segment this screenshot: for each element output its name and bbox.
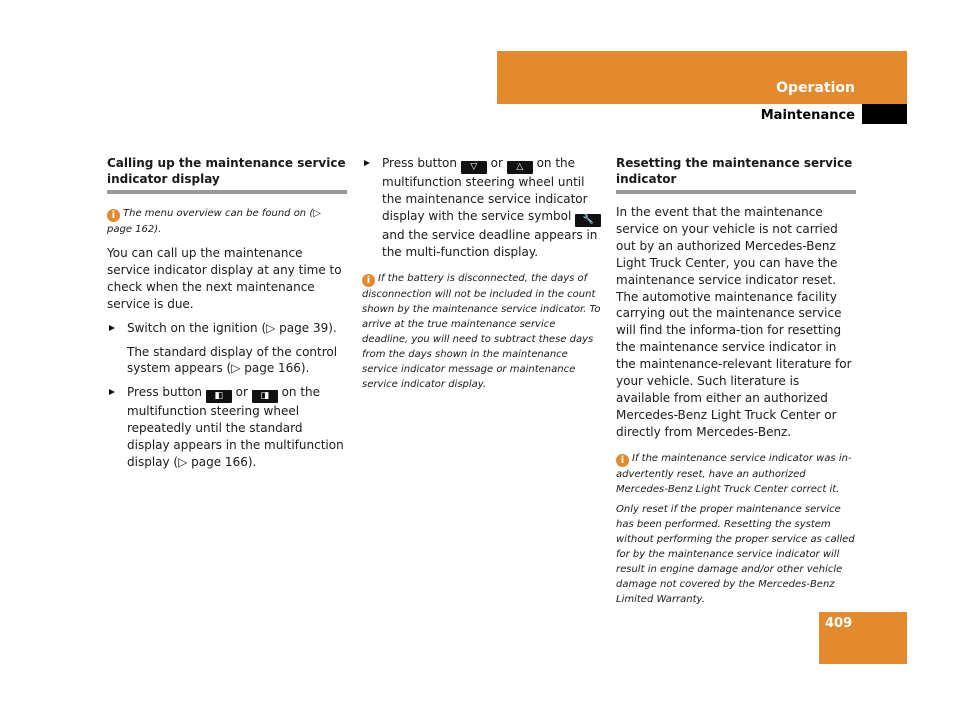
scroll-down-button-icon: ▽ (461, 161, 487, 174)
step-text: on the multifunction steering wheel until the maintenance service indicator display with the service symbol (382, 156, 588, 223)
section-title: Operation (776, 80, 855, 96)
info-note (362, 271, 602, 392)
info-icon: i (616, 454, 629, 467)
step-text: Press button (382, 156, 457, 170)
column-3 (616, 155, 856, 607)
step-text: or (235, 385, 248, 400)
paragraph: You can call up the maintenance service indicator display at any time to check when the next maintenance service is due. (107, 246, 342, 311)
section-heading: Calling up the maintenance service indicator display (107, 155, 347, 194)
header-tab (862, 104, 907, 124)
column-2 (362, 155, 602, 392)
step-text: and the service deadline appears in the multi-function display. (382, 227, 598, 259)
info-icon: i (362, 274, 375, 287)
step (107, 320, 347, 337)
column-1 (107, 155, 347, 471)
info-note (616, 451, 856, 497)
info-note-text: If the battery is disconnected, the days of disconnection will not be included in the count shown by the maintenance service indicator. To arrive at the true maintenance service deadline, you will need to subtract these days from the days shown in the maintenance service indicator message or maintenance service indicator display. (362, 272, 601, 390)
page-number: 409 (825, 616, 853, 631)
header-bar (497, 51, 907, 104)
step-text: or (490, 156, 503, 170)
subsection-title: Maintenance (760, 108, 855, 123)
paragraph: In the event that the maintenance service on your vehicle is not carried out by an authorized Mercedes-Benz Light Truck Center, you can have the maintenance service indicator reset. The automotive maintenance facility carrying out the maintenance service will find the informa-tion for resetting the maintenance service indicator in the maintenance-relevant literature for your vehicle. Such literature is available from either an authorized Mercedes-Benz Light Truck Center or directly from Mercedes-Benz. (616, 205, 852, 439)
scroll-up-button-icon: △ (507, 161, 533, 174)
step (362, 155, 602, 261)
step-text: on the multifunction steering wheel repeatedly until the standard display appears in the multifunction display (▷ page 166). (127, 385, 344, 470)
wrench-icon: 🔧 (575, 214, 601, 227)
step-text: Press button (127, 385, 202, 400)
info-note-text: If the maintenance service indicator was in-advertently reset, have an authorized Mercedes-Benz Light Truck Center correct it. (616, 452, 852, 495)
info-note-text: The menu overview can be found on (▷ page 162). (107, 208, 321, 235)
step-result: The standard display of the control system appears (▷ page 166). (127, 344, 338, 376)
step (107, 384, 347, 471)
step-text: Switch on the ignition (▷ page 39). (127, 320, 337, 335)
info-icon: i (107, 209, 120, 222)
note-paragraph: Only reset if the proper maintenance service has been performed. Resetting the system without performing the proper service as called for by the maintenance service indicator will result in engine damage and/or other vehicle damage not covered by the Mercedes-Benz Limited Warranty. (616, 503, 855, 605)
display-next-button-icon: ◨ (252, 390, 278, 403)
info-note (107, 206, 347, 237)
display-prev-button-icon: ◧ (206, 390, 232, 403)
section-heading: Resetting the maintenance service indicator (616, 155, 856, 194)
